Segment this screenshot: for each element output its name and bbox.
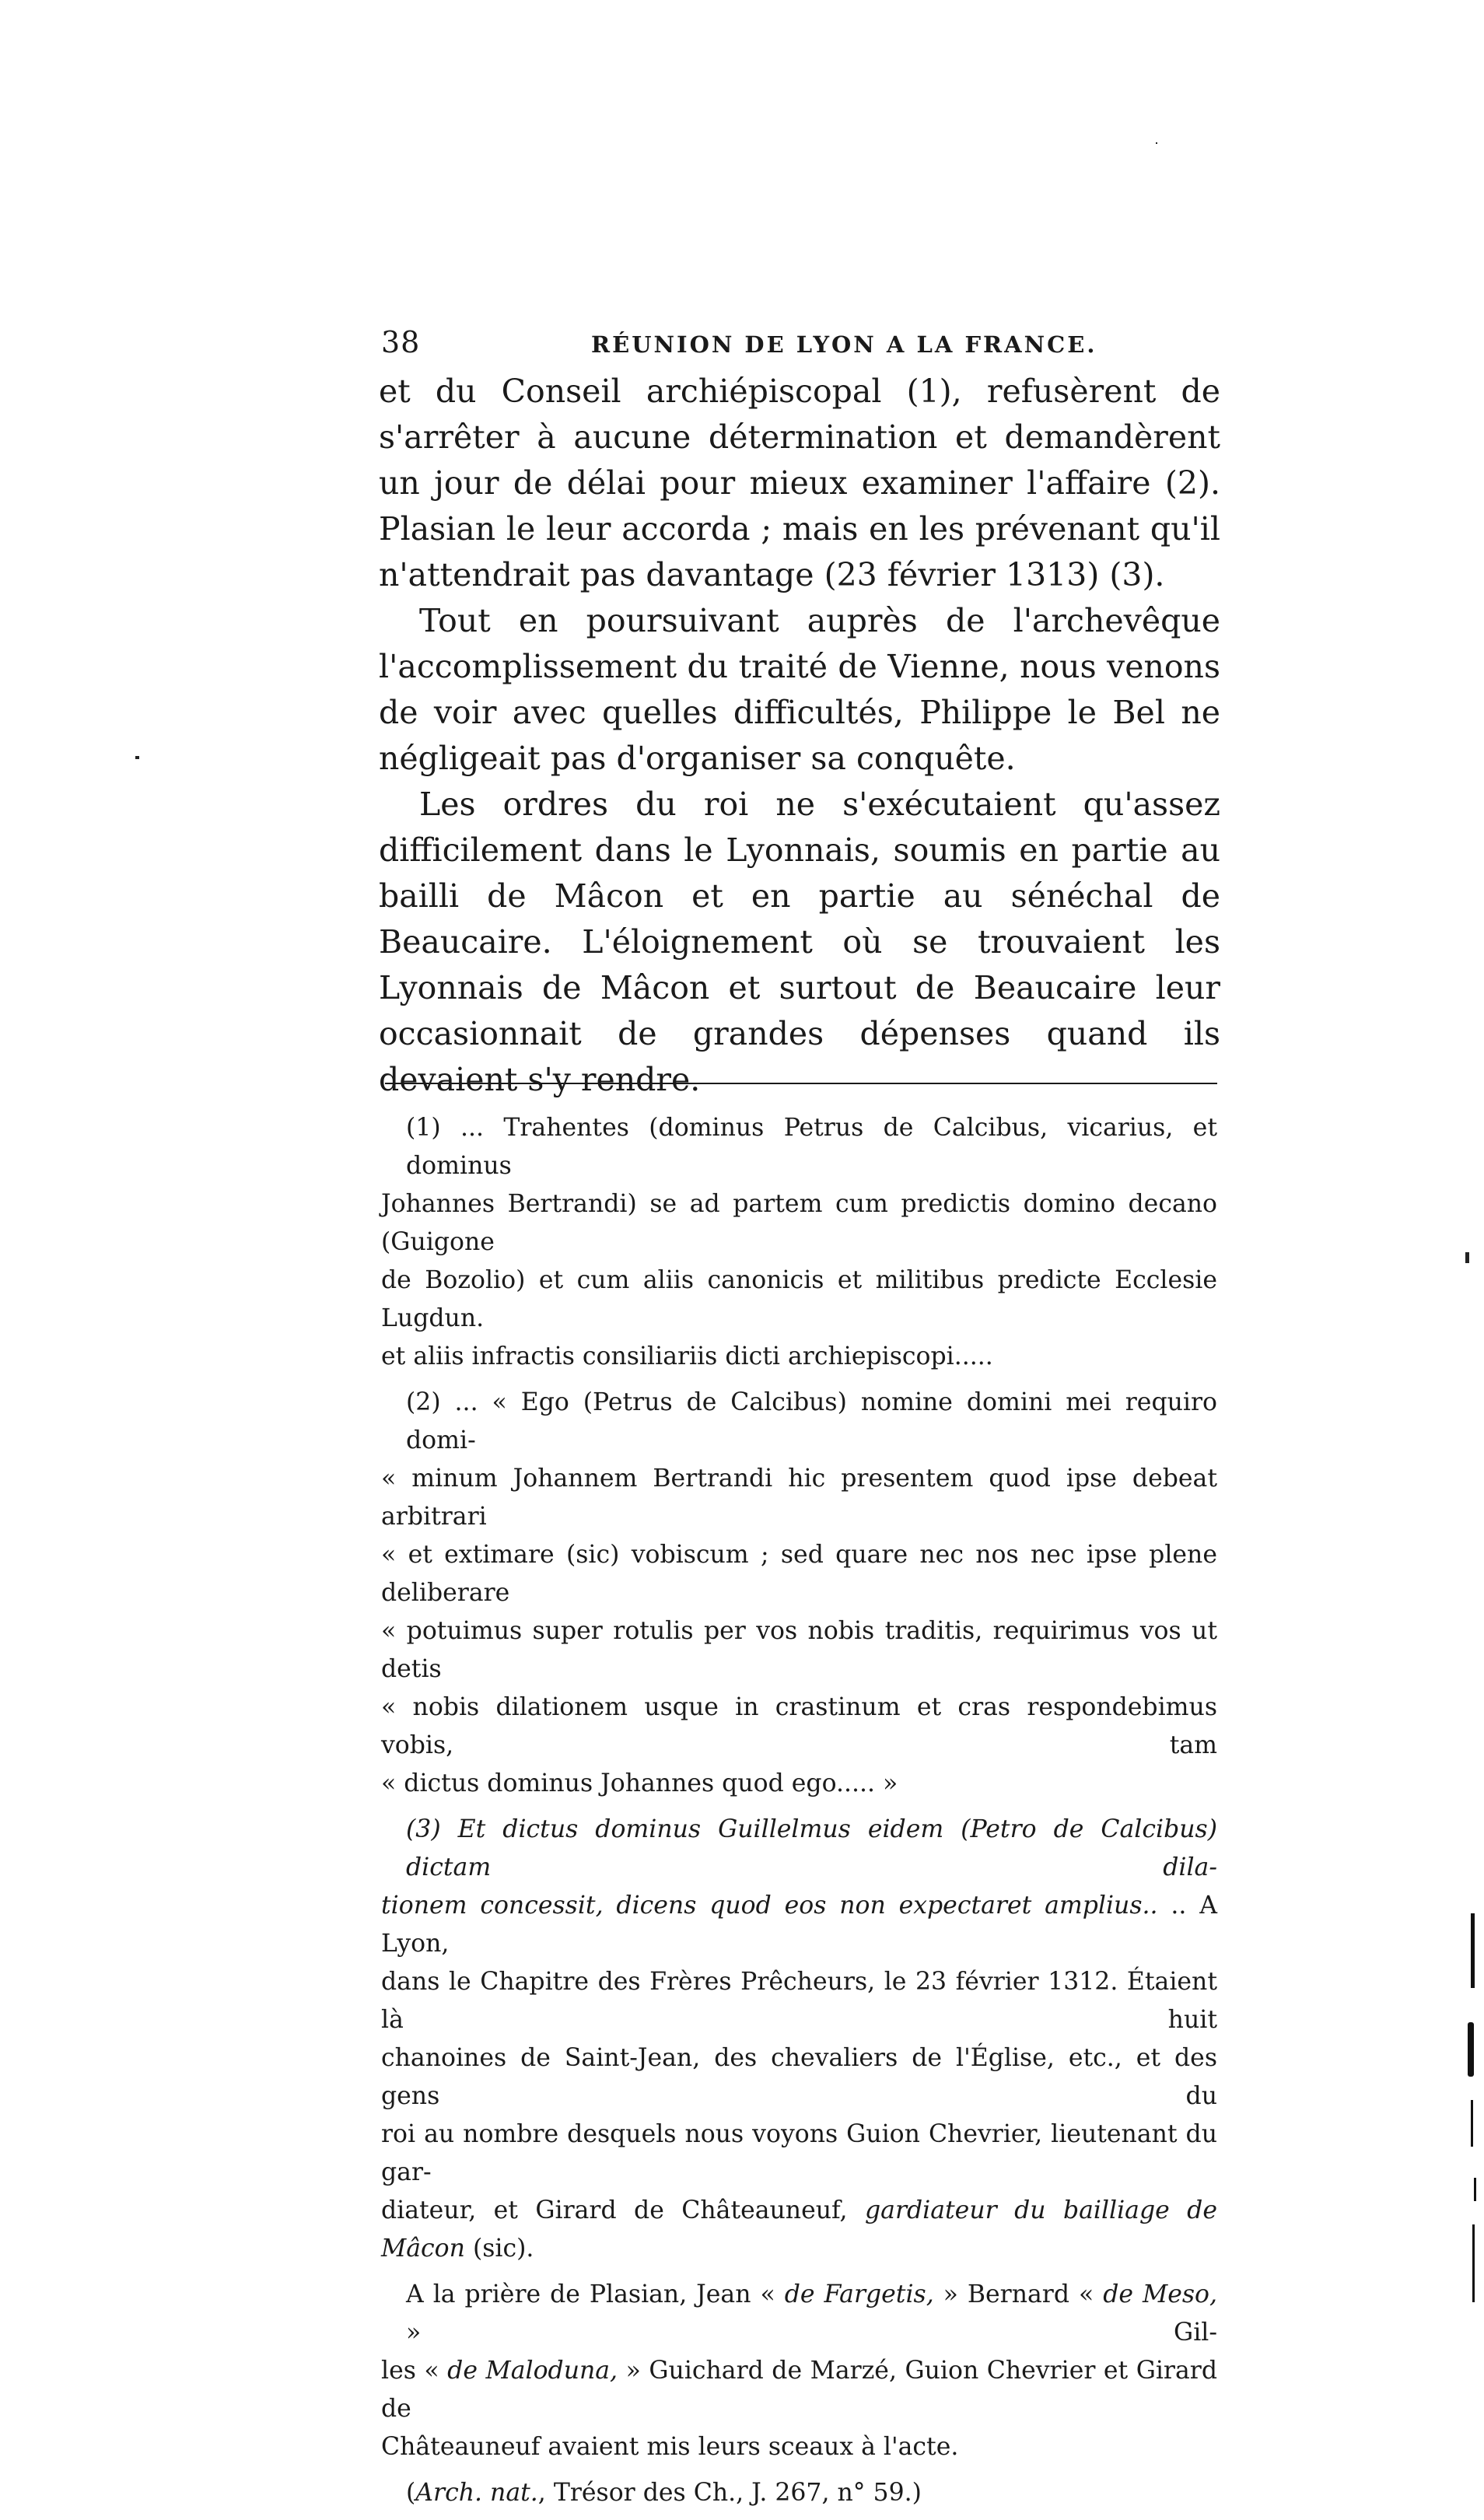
footnote-line bbox=[381, 2192, 1217, 2268]
footnote-text: .. A Lyon, bbox=[381, 1892, 1217, 1958]
page-edge-mark bbox=[1472, 2224, 1475, 2302]
footnote-text: » Bernard « bbox=[933, 2280, 1104, 2308]
page-edge-mark bbox=[1471, 1913, 1475, 1988]
paragraph-3: Les ordres du roi ne s'exécutaient qu'assez difficilement dans le Lyonnais, soumis en partie au bailli de Mâcon et en partie au sénéchal de Beaucaire. L'éloignement où se trouvaient les Lyonnais de Mâcon et surtout de Beaucaire leur occasionnait de grandes dépenses quand ils devaient s'y rendre. bbox=[379, 786, 1220, 1098]
footnote-line bbox=[381, 2352, 1217, 2428]
footnote-rule bbox=[385, 1083, 1217, 1084]
footnote-text: (sic). bbox=[464, 2235, 534, 2263]
page-edge-mark bbox=[1474, 2178, 1476, 2201]
footnote-text: » Guichard de Marzé, Guion Chevrier et Girard de bbox=[381, 2357, 1217, 2423]
footnote-line: Johannes Bertrandi) se ad partem cum predictis domino decano (Guigone bbox=[381, 1190, 1217, 1256]
latin-quote: tionem concessit, dicens quod eos non expectaret amplius.. bbox=[381, 1892, 1158, 1920]
footnote-text: les « bbox=[381, 2357, 448, 2385]
italic-name: de Fargetis, bbox=[784, 2280, 934, 2308]
footnote-line bbox=[381, 2276, 1217, 2352]
footnote-line: chanoines de Saint-Jean, des chevaliers de l'Église, etc., et des gens du bbox=[381, 2044, 1217, 2110]
source-citation bbox=[381, 2474, 1217, 2512]
footnote-line: roi au nombre desquels nous voyons Guion Chevrier, lieutenant du gar- bbox=[381, 2120, 1217, 2186]
scan-speck bbox=[135, 756, 139, 759]
footnote-text: diateur, et Girard de Châteauneuf, bbox=[381, 2196, 865, 2224]
footnote-3 bbox=[381, 1811, 1217, 2268]
running-title: RÉUNION DE LYON A LA FRANCE. bbox=[591, 331, 1097, 358]
footnote-line: « et extimare (sic) vobiscum ; sed quare nec nos nec ipse plene deliberare bbox=[381, 1541, 1217, 1607]
page-number: 38 bbox=[381, 325, 421, 359]
footnote-line: « dictus dominus Johannes quod ego..... » bbox=[381, 1769, 898, 1797]
footnote-line bbox=[381, 2474, 1217, 2512]
footnote-text: ( bbox=[406, 2479, 416, 2507]
footnotes bbox=[381, 1109, 1217, 2520]
footnote-line: et aliis infractis consiliariis dicti archiepiscopi..... bbox=[381, 1342, 993, 1370]
footnote-line: (2) ... « Ego (Petrus de Calcibus) nomine domini mei requiro domi- bbox=[406, 1388, 1217, 1454]
scan-speck bbox=[1156, 142, 1157, 144]
footnote-line: « potuimus super rotulis per vos nobis traditis, requirimus vos ut detis bbox=[381, 1617, 1217, 1683]
italic-name: de Maloduna, bbox=[447, 2357, 618, 2385]
footnote-line: (3) Et dictus dominus Guillelmus eidem (Petro de Calcibus) dictam dila- bbox=[406, 1815, 1217, 1881]
footnote-1 bbox=[381, 1109, 1217, 1376]
footnote-text: » Gil- bbox=[406, 2319, 1217, 2347]
footnote-text: , Trésor des Ch., J. 267, n° 59.) bbox=[537, 2479, 922, 2507]
footnote-line: « nobis dilationem usque in crastinum et cras respondebimus vobis, tam bbox=[381, 1693, 1217, 1759]
footnote-2 bbox=[381, 1384, 1217, 1803]
footnote-line: de Bozolio) et cum aliis canonicis et militibus predicte Ecclesie Lugdun. bbox=[381, 1266, 1217, 1332]
main-text bbox=[379, 369, 1220, 1103]
scan-speck bbox=[1465, 1252, 1469, 1263]
footnote-line: « minum Johannem Bertrandi hic presentem quod ipse debeat arbitrari bbox=[381, 1465, 1217, 1531]
page-edge-mark bbox=[1471, 2100, 1473, 2147]
footnote-line bbox=[381, 1887, 1217, 1963]
page-edge-mark bbox=[1468, 2022, 1474, 2077]
footnote-line: Châteauneuf avaient mis leurs sceaux à l'acte. bbox=[381, 2433, 959, 2461]
footnote-line: dans le Chapitre des Frères Prêcheurs, le 23 février 1312. Étaient là huit bbox=[381, 1968, 1217, 2034]
italic-name: de Meso, bbox=[1103, 2280, 1217, 2308]
footnote-4 bbox=[381, 2276, 1217, 2466]
footnote-line: (1) ... Trahentes (dominus Petrus de Calcibus, vicarius, et dominus bbox=[406, 1114, 1217, 1180]
paragraph-2: Tout en poursuivant auprès de l'archevêque l'accomplissement du traité de Vienne, nous venons de voir avec quelles difficultés, Philippe le Bel ne négligeait pas d'organiser sa conquête. bbox=[379, 602, 1220, 777]
running-header bbox=[381, 325, 1252, 369]
paragraph-1: et du Conseil archiépiscopal (1), refusèrent de s'arrêter à aucune détermination et demandèrent un jour de délai pour mieux examiner l'affaire (2). Plasian le leur accorda ; mais en les prévenant qu'il n'attendrait pas davantage (23 février 1313) (3). bbox=[379, 373, 1220, 593]
italic-archive: Arch. nat. bbox=[415, 2479, 538, 2507]
footnote-text: A la prière de Plasian, Jean « bbox=[406, 2280, 785, 2308]
italic-term: gardiateur du bailliage de Mâcon bbox=[381, 2196, 1217, 2263]
